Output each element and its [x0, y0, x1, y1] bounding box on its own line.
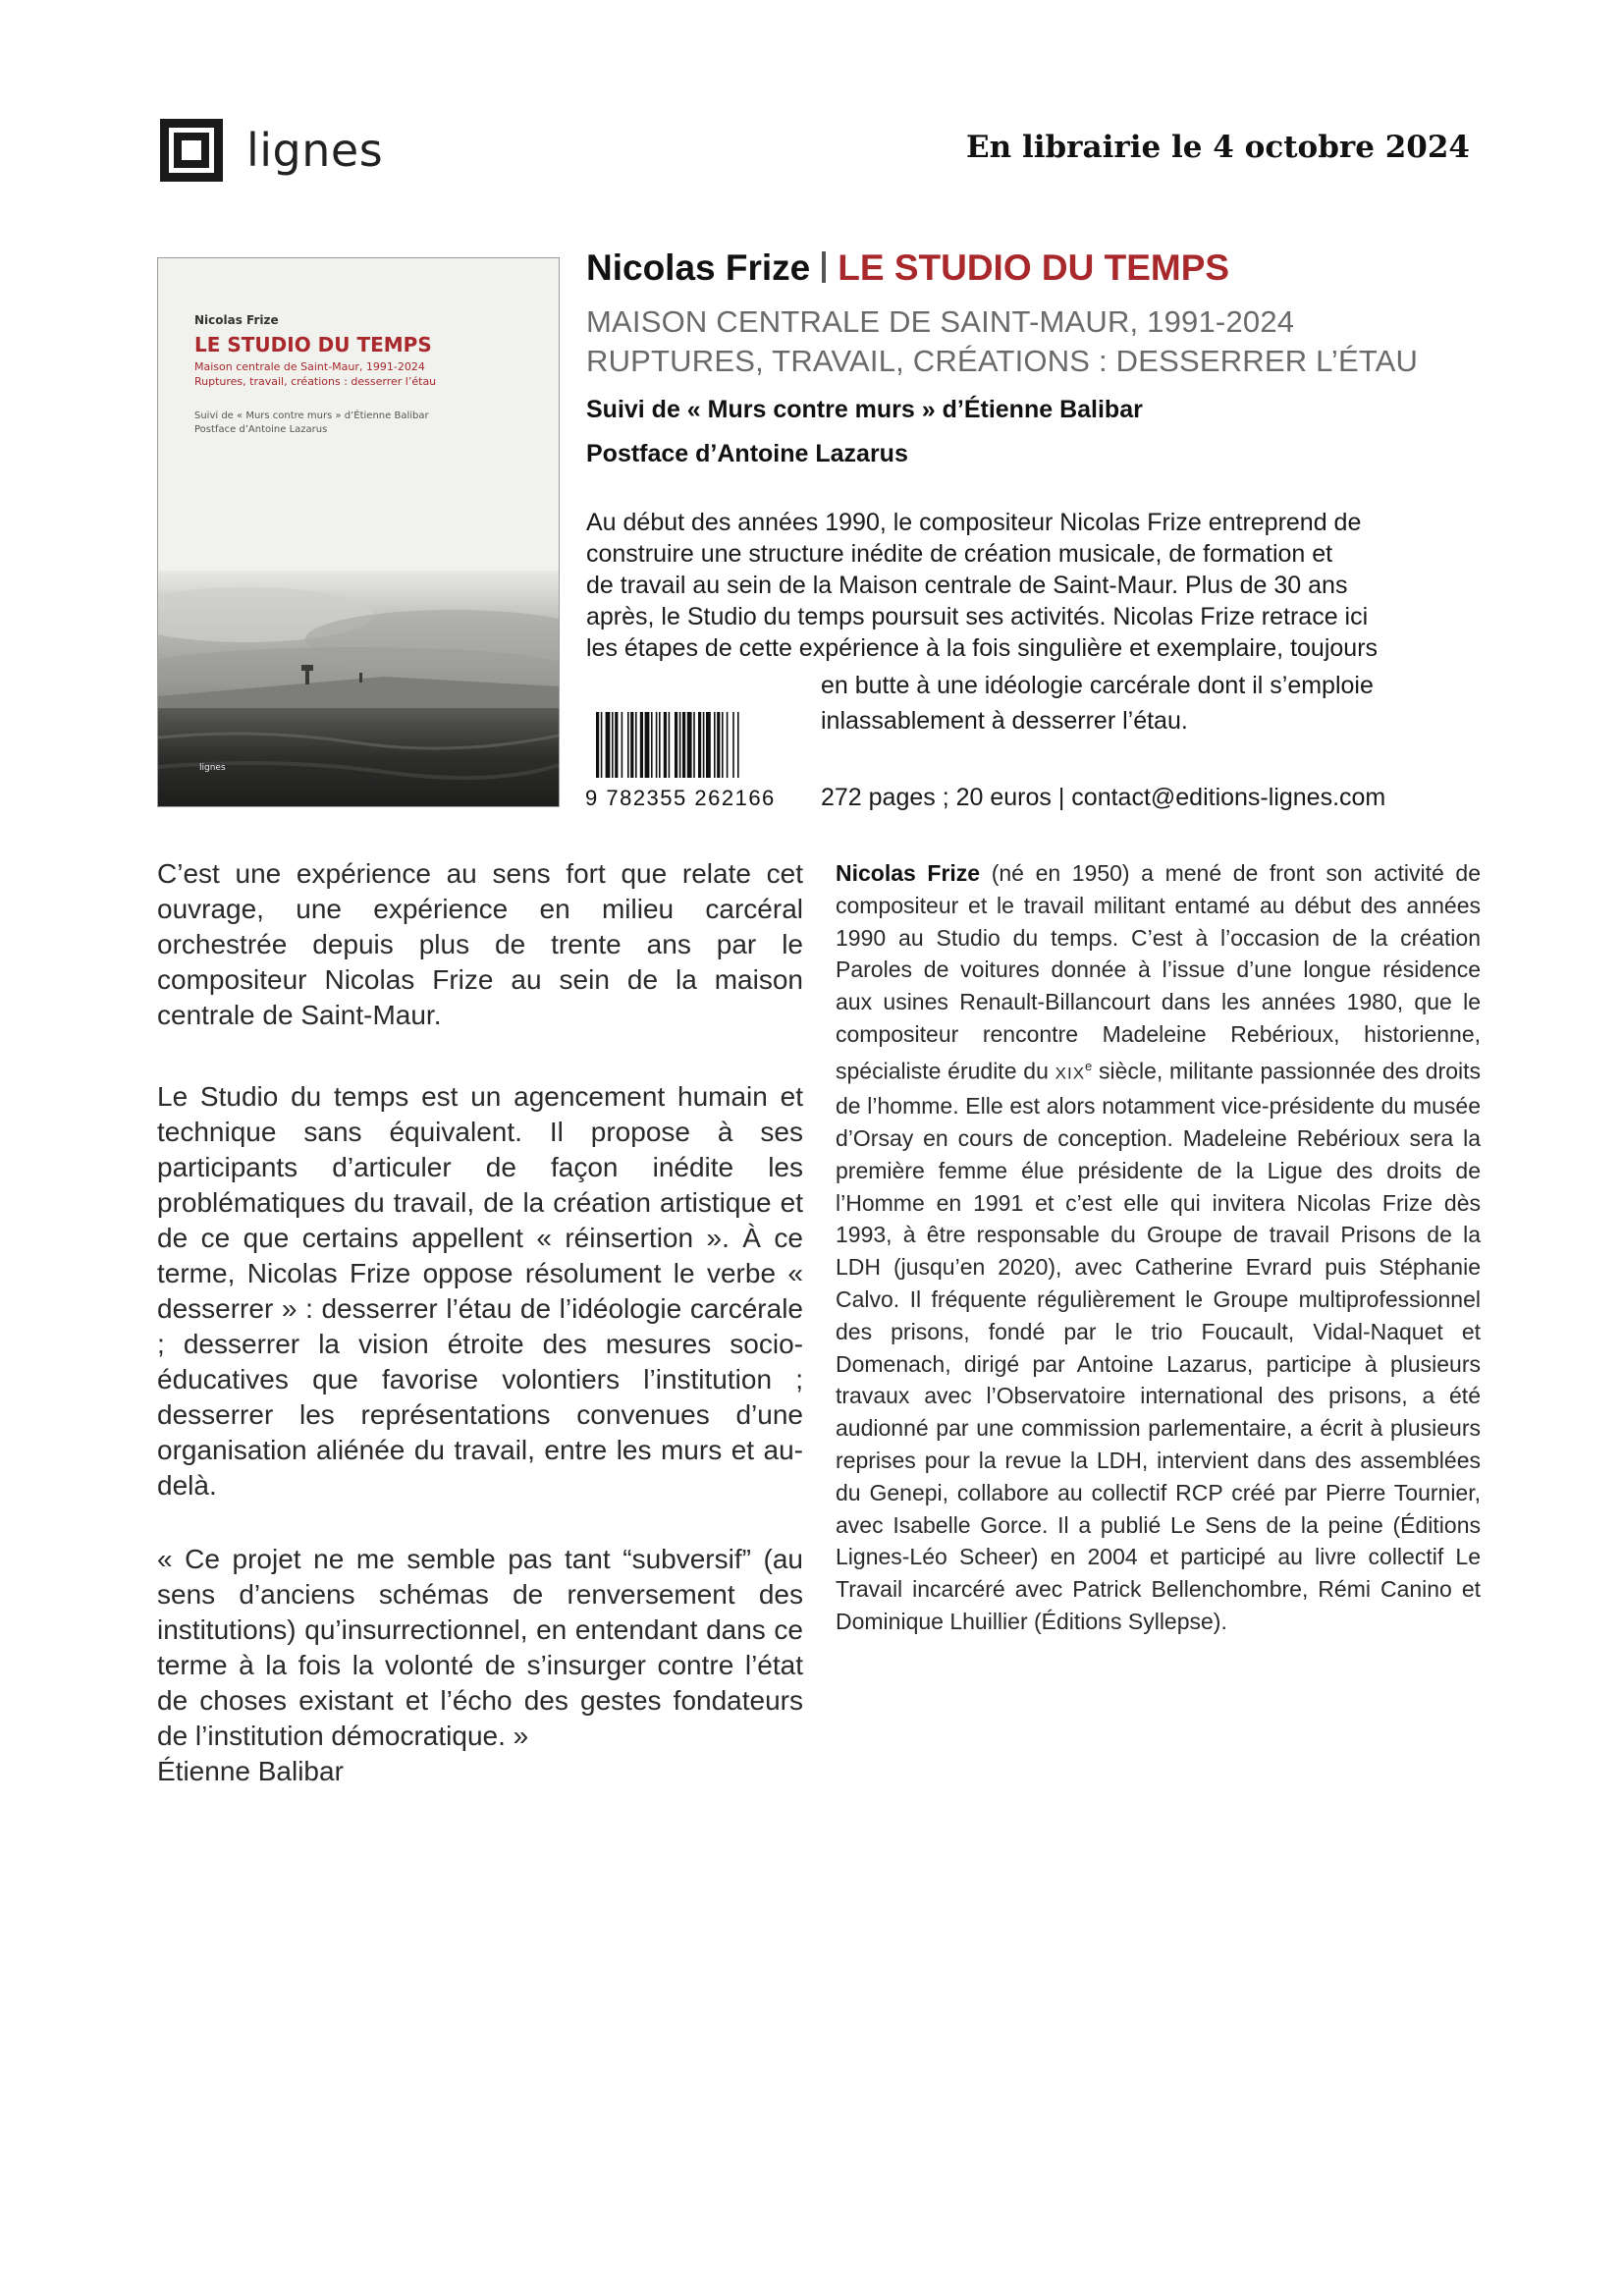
cover-publisher: lignes	[199, 763, 226, 773]
blurb-line: en butte à une idéologie carcérale dont il s’emploie	[821, 672, 1374, 699]
author-biography	[836, 857, 1481, 1638]
book-subtitle-1: MAISON CENTRALE DE SAINT-MAUR, 1991-2024	[586, 304, 1295, 339]
book-cover	[157, 257, 560, 807]
book-subtitle-2: RUPTURES, TRAVAIL, CRÉATIONS : DESSERRER L’ÉTAU	[586, 344, 1419, 378]
cover-author: Nicolas Frize	[194, 313, 279, 327]
bio-century-sup: e	[1085, 1058, 1093, 1073]
title-separator	[822, 251, 826, 283]
isbn-number: 9 782355 262166	[585, 786, 776, 810]
blurb-line: les étapes de cette expérience à la fois singulière et exemplaire, toujours	[586, 634, 1379, 662]
release-date: En librairie le 4 octobre 2024	[965, 130, 1470, 165]
blurb-line: construire une structure inédite de création musicale, de formation et	[586, 540, 1333, 568]
quote-text: « Ce projet ne me semble pas tant “subversif” (au sens d’anciens schémas de renversement des institutions) qu’insurrectionnel, en entendant dans ce terme à la fois la volonté de s’insurger contre l’état de choses existant et l’écho des gestes fondateurs de l’institution démocratique. »	[157, 1544, 803, 1751]
publisher-logo	[158, 115, 384, 186]
bio-name: Nicolas Frize	[836, 860, 981, 886]
description-paragraph-2: Le Studio du temps est un agencement humain et technique sans équivalent. Il propose à ses participants d’articuler de façon inédite les problématiques du travail, de la création artistique et de ce que certains appellent « réinsertion ». À ce terme, Nicolas Frize oppose résolument le verbe « desserrer » : desserrer l’étau de l’idéologie carcérale ; desserrer la vision étroite des mesures socio-éducatives que favorise volontiers l’institution ; desserrer les représentations convenues d’une organisation aliénée du travail, entre les murs et au-delà.	[157, 1081, 803, 1501]
description-paragraph-1: C’est une expérience au sens fort que relate cet ouvrage, une expérience en milieu carcéral orchestrée depuis plus de trente ans par le compositeur Nicolas Frize au sein de la maison centrale de Saint-Maur.	[157, 858, 803, 1030]
bio-text-2: siècle, militante passionnée des droits de l’homme. Elle est alors notamment vice-présidente du musée d’Orsay en cours de conception. Madeleine Rebérioux sera la première femme élue présidente de la Ligue des droits de l’Homme en 1991 et c’est elle qui invitera Nicolas Frize dès 1993, à être responsable du Groupe de travail Prisons de la LDH (jusqu’en 2020), avec Catherine Evrard puis Stéphanie Calvo. Il fréquente régulièrement le Groupe multiprofessionnel des prisons, fondé par le trio Foucault, Vidal-Naquet et Domenach, dirigé par Antoine Lazarus, participe à plusieurs travaux avec l’Observatoire international des prisons, a été audionné par une commission parlementaire, a écrit à plusieurs reprises pour la revue la LDH, intervient dans des assemblées du Genepi, collabore au collectif RCP créé par Pierre Tournier, avec Isabelle Gorce. Il a publié Le Sens de la peine (Éditions Lignes-Léo Scheer) en 2004 et participé au livre collectif Le Travail incarcéré avec Patrick Bellenchombre, Rémi Canino et Dominique Lhuillier (Éditions Syllepse).	[836, 1058, 1481, 1634]
lignes-logo-icon	[158, 117, 225, 184]
bio-century: XIX	[1055, 1064, 1086, 1083]
blurb-line: de travail au sein de la Maison centrale de Saint-Maur. Plus de 30 ans	[586, 572, 1348, 599]
cover-postface: Postface d’Antoine Lazarus	[194, 424, 328, 435]
book-title: LE STUDIO DU TEMPS	[838, 247, 1230, 288]
blurb-line: après, le Studio du temps poursuit ses activités. Nicolas Frize retrace ici	[586, 603, 1369, 630]
logo-text: lignes	[246, 124, 384, 177]
cover-subtitle-1: Maison centrale de Saint-Maur, 1991-2024	[194, 360, 425, 373]
book-credit-follow: Suivi de « Murs contre murs » d’Étienne Balibar	[586, 396, 1143, 423]
quote-signature: Étienne Balibar	[157, 1756, 344, 1786]
cover-follow: Suivi de « Murs contre murs » d’Étienne Balibar	[194, 410, 429, 421]
blurb-line: inlassablement à desserrer l’étau.	[821, 707, 1188, 735]
book-credit-postface: Postface d’Antoine Lazarus	[586, 440, 908, 467]
blurb-line: Au début des années 1990, le compositeur Nicolas Frize entreprend de	[586, 509, 1362, 536]
cover-subtitle-2: Ruptures, travail, créations : desserrer l’étau	[194, 375, 437, 388]
book-author: Nicolas Frize	[586, 247, 811, 288]
pricing-contact: 272 pages ; 20 euros | contact@editions-lignes.com	[821, 784, 1386, 811]
bio-text-1: (né en 1950) a mené de front son activité de compositeur et le travail militant entamé au début des années 1990 au Studio du temps. C’est à l’occasion de la création Paroles de voitures donnée à l’issue d’une longue résidence aux usines Renault-Billancourt dans les années 1980, que le compositeur rencontre Madeleine Rebérioux, historienne, spécialiste érudite du	[836, 860, 1481, 1084]
book-headline	[586, 247, 1229, 289]
cover-title: LE STUDIO DU TEMPS	[194, 333, 432, 356]
quote-paragraph	[157, 1542, 803, 1789]
barcode-icon	[596, 712, 792, 778]
